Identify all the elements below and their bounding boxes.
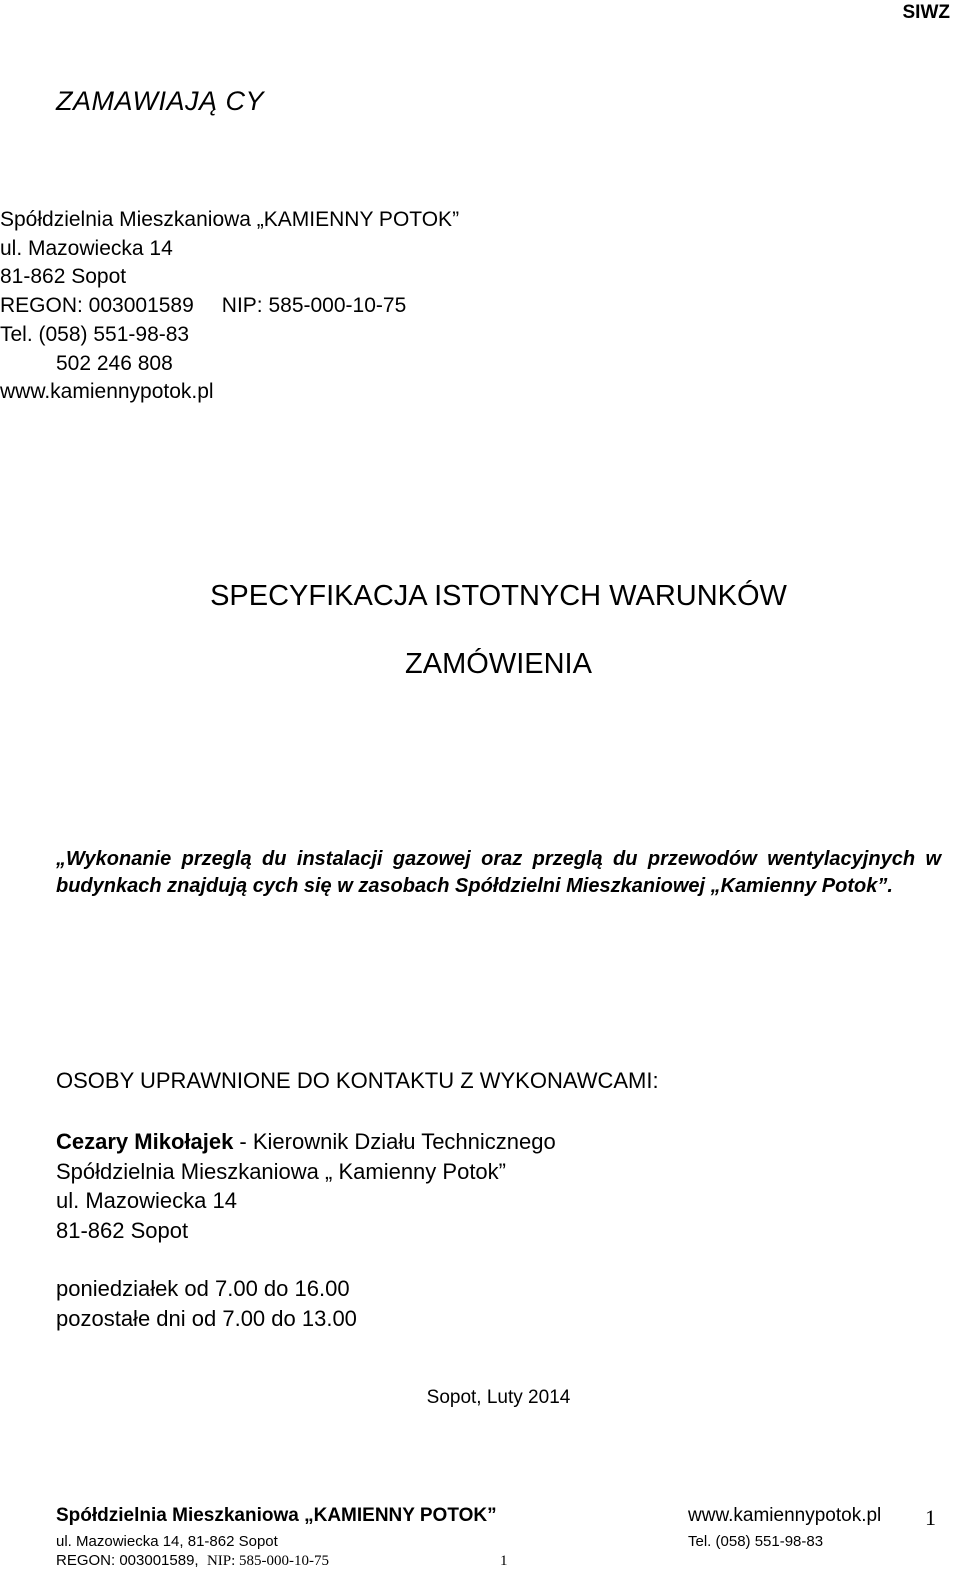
footer-www: www.kamiennypotok.pl	[688, 1505, 882, 1526]
ordering-party-label: ZAMAWIAJĄ CY	[56, 86, 265, 116]
footer-address: ul. Mazowiecka 14, 81-862 Sopot	[56, 1533, 278, 1550]
contact-person-role: - Kierownik Działu Technicznego	[233, 1129, 556, 1154]
footer-regon: REGON: 003001589,	[56, 1552, 199, 1569]
document-title-line1: SPECYFIKACJA ISTOTNYCH WARUNKÓW	[210, 580, 787, 612]
footer-ids	[56, 1552, 329, 1570]
contact-block	[56, 1127, 556, 1245]
contact-org: Spółdzielnia Mieszkaniowa „ Kamienny Potok”	[56, 1158, 506, 1184]
hours-other-days: pozostałe dni od 7.00 do 13.00	[56, 1306, 357, 1331]
footer-nip: NIP: 585-000-10-75	[206, 1553, 330, 1569]
footer-page-number: 1	[500, 1553, 508, 1569]
contact-person-name: Cezary Mikołajek	[56, 1129, 234, 1154]
contact-person	[56, 1127, 556, 1157]
footer-org: Spółdzielnia Mieszkaniowa „KAMIENNY POTOK”	[56, 1505, 497, 1526]
ordering-party-address	[0, 206, 459, 407]
office-hours	[56, 1274, 357, 1334]
hours-monday: poniedziałek od 7.00 do 16.00	[56, 1276, 350, 1301]
place-date: Sopot, Luty 2014	[426, 1387, 571, 1408]
ordering-party-tel2: 502 246 808	[56, 351, 173, 375]
footer-page-mark: 1	[925, 1505, 936, 1530]
ordering-party-street: ul. Mazowiecka 14	[0, 236, 173, 260]
ordering-party-nip: NIP: 585-000-10-75	[221, 294, 407, 318]
ordering-party-city: 81-862 Sopot	[0, 265, 127, 289]
document-title-line2: ZAMÓWIENIA	[405, 648, 592, 680]
ordering-party-www: www.kamiennypotok.pl	[0, 380, 214, 404]
ordering-party-ids	[0, 292, 459, 321]
contact-city: 81-862 Sopot	[56, 1217, 189, 1243]
order-subject: „Wykonanie przeglą du instalacji gazowej oraz przeglą du przewodów wentylacyjnych w budynkach znajdują cych się w zasobach Spółdzielni Mieszkaniowej „Kamienny Potok”.	[56, 848, 941, 897]
document-tag: SIWZ	[902, 2, 950, 23]
contact-street: ul. Mazowiecka 14	[56, 1188, 237, 1213]
ordering-party-tel: Tel. (058) 551-98-83	[0, 322, 190, 346]
footer-tel: Tel. (058) 551-98-83	[688, 1533, 824, 1550]
contacts-heading: OSOBY UPRAWNIONE DO KONTAKTU Z WYKONAWCAMI:	[56, 1068, 659, 1093]
ordering-party-regon: REGON: 003001589	[0, 294, 194, 318]
ordering-party-name: Spółdzielnia Mieszkaniowa „KAMIENNY POTOK”	[0, 208, 460, 231]
